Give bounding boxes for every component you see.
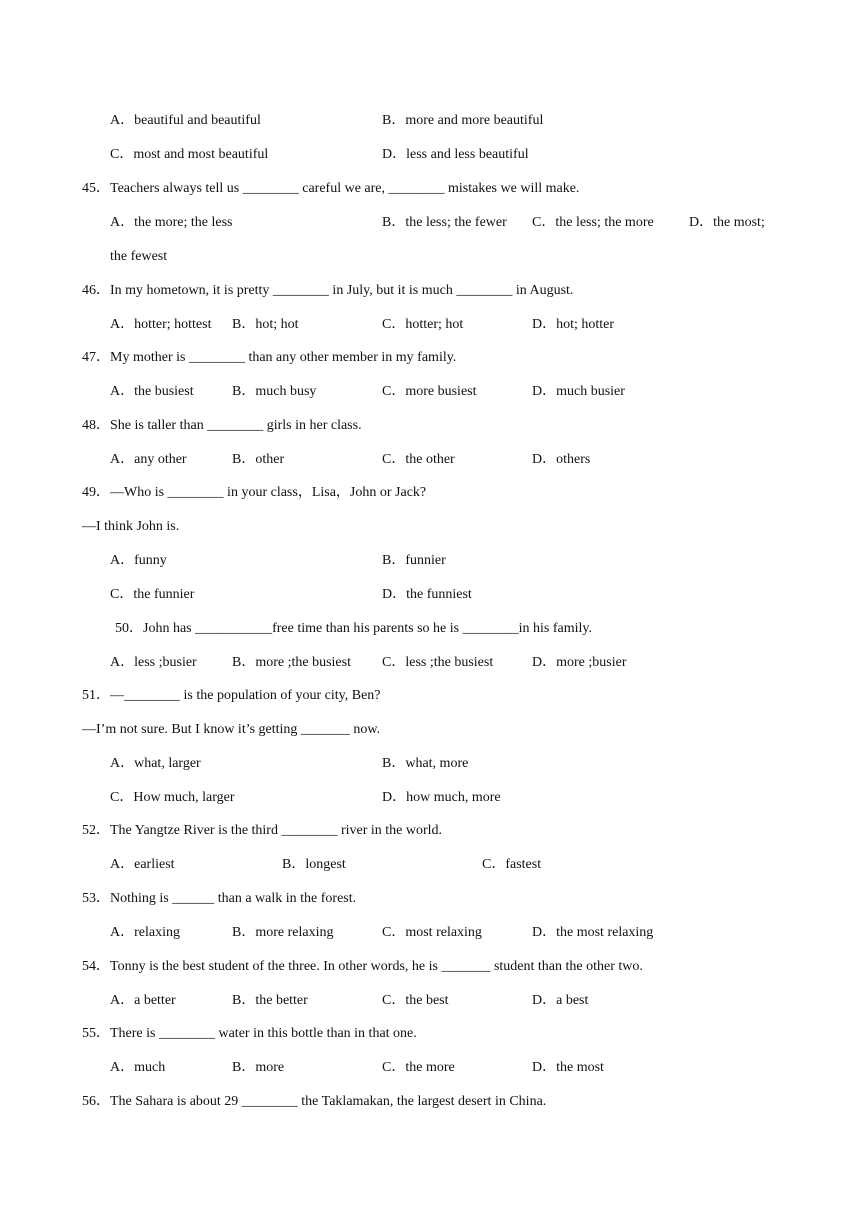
q49-option-c: C．the funnier [110,587,195,602]
q45-option-d: D．the most; [689,215,765,230]
q49-option-b: B．funnier [382,553,446,568]
q54-option-d: D．a best [532,993,589,1008]
q49-reply: —I think John is. [82,519,180,534]
q48-option-a: A．any other [110,452,187,467]
q50-option-b: B．more ;the busiest [232,655,351,670]
q53-stem: 53．Nothing is ______ than a walk in the forest. [82,891,357,906]
q53-option-a: A．relaxing [110,925,180,940]
q46-option-c: C．hotter; hot [382,317,464,332]
q47-option-b: B．much busy [232,384,317,399]
q54-option-a: A．a better [110,993,176,1008]
q55-stem: 55．There is ________ water in this bottle than in that one. [82,1026,417,1041]
q44-option-b: B．more and more beautiful [382,113,544,128]
q52-option-b: B．longest [282,857,346,872]
q50-option-a: A．less ;busier [110,655,197,670]
q46-stem: 46．In my hometown, it is pretty ________ in July, but it is much ________ in August. [82,283,574,298]
q51-option-b: B．what, more [382,756,469,771]
q48-option-b: B．other [232,452,285,467]
q47-option-c: C．more busiest [382,384,477,399]
q45-stem: 45．Teachers always tell us ________ careful we are, ________ mistakes we will make. [82,181,580,196]
q53-option-d: D．the most relaxing [532,925,654,940]
q48-option-c: C．the other [382,452,455,467]
q51-option-d: D．how much, more [382,790,501,805]
q54-option-c: C．the best [382,993,449,1008]
q50-option-c: C．less ;the busiest [382,655,494,670]
q52-stem: 52．The Yangtze River is the third ________ river in the world. [82,823,443,838]
q55-option-d: D．the most [532,1060,604,1075]
q46-option-d: D．hot; hotter [532,317,615,332]
q50-option-d: D．more ;busier [532,655,627,670]
q49-option-a: A．funny [110,553,167,568]
q54-stem: 54．Tonny is the best student of the three. In other words, he is _______ student than the other two. [82,959,643,974]
q49-stem: 49．—Who is ________ in your class，Lisa，John or Jack? [82,485,427,500]
q55-option-a: A．much [110,1060,166,1075]
q47-option-a: A．the busiest [110,384,194,399]
q46-option-a: A．hotter; hottest [110,317,212,332]
q51-option-a: A．what, larger [110,756,201,771]
q44-option-a: A．beautiful and beautiful [110,113,261,128]
q48-option-d: D．others [532,452,591,467]
q54-option-b: B．the better [232,993,308,1008]
q49-option-d: D．the funniest [382,587,472,602]
q45-option-d-continuation: the fewest [110,249,168,264]
q51-reply: —I’m not sure. But I know it’s getting _______ now. [82,722,381,737]
q44-option-c: C．most and most beautiful [110,147,269,162]
q51-option-c: C．How much, larger [110,790,235,805]
q48-stem: 48．She is taller than ________ girls in her class. [82,418,362,433]
q55-option-c: C．the more [382,1060,455,1075]
q45-option-c: C．the less; the more [532,215,654,230]
q52-option-a: A．earliest [110,857,175,872]
q46-option-b: B．hot; hot [232,317,299,332]
q55-option-b: B．more [232,1060,285,1075]
q52-option-c: C．fastest [482,857,542,872]
q50-stem: 50．John has ___________free time than his parents so he is ________in his family. [115,621,592,636]
q45-option-b: B．the less; the fewer [382,215,507,230]
q44-option-d: D．less and less beautiful [382,147,529,162]
q51-stem: 51．—________ is the population of your city, Ben? [82,688,381,703]
q53-option-b: B．more relaxing [232,925,334,940]
q45-option-a: A．the more; the less [110,215,233,230]
q56-stem: 56．The Sahara is about 29 ________ the Taklamakan, the largest desert in China. [82,1094,547,1109]
q47-option-d: D．much busier [532,384,625,399]
q47-stem: 47．My mother is ________ than any other member in my family. [82,350,457,365]
q53-option-c: C．most relaxing [382,925,482,940]
